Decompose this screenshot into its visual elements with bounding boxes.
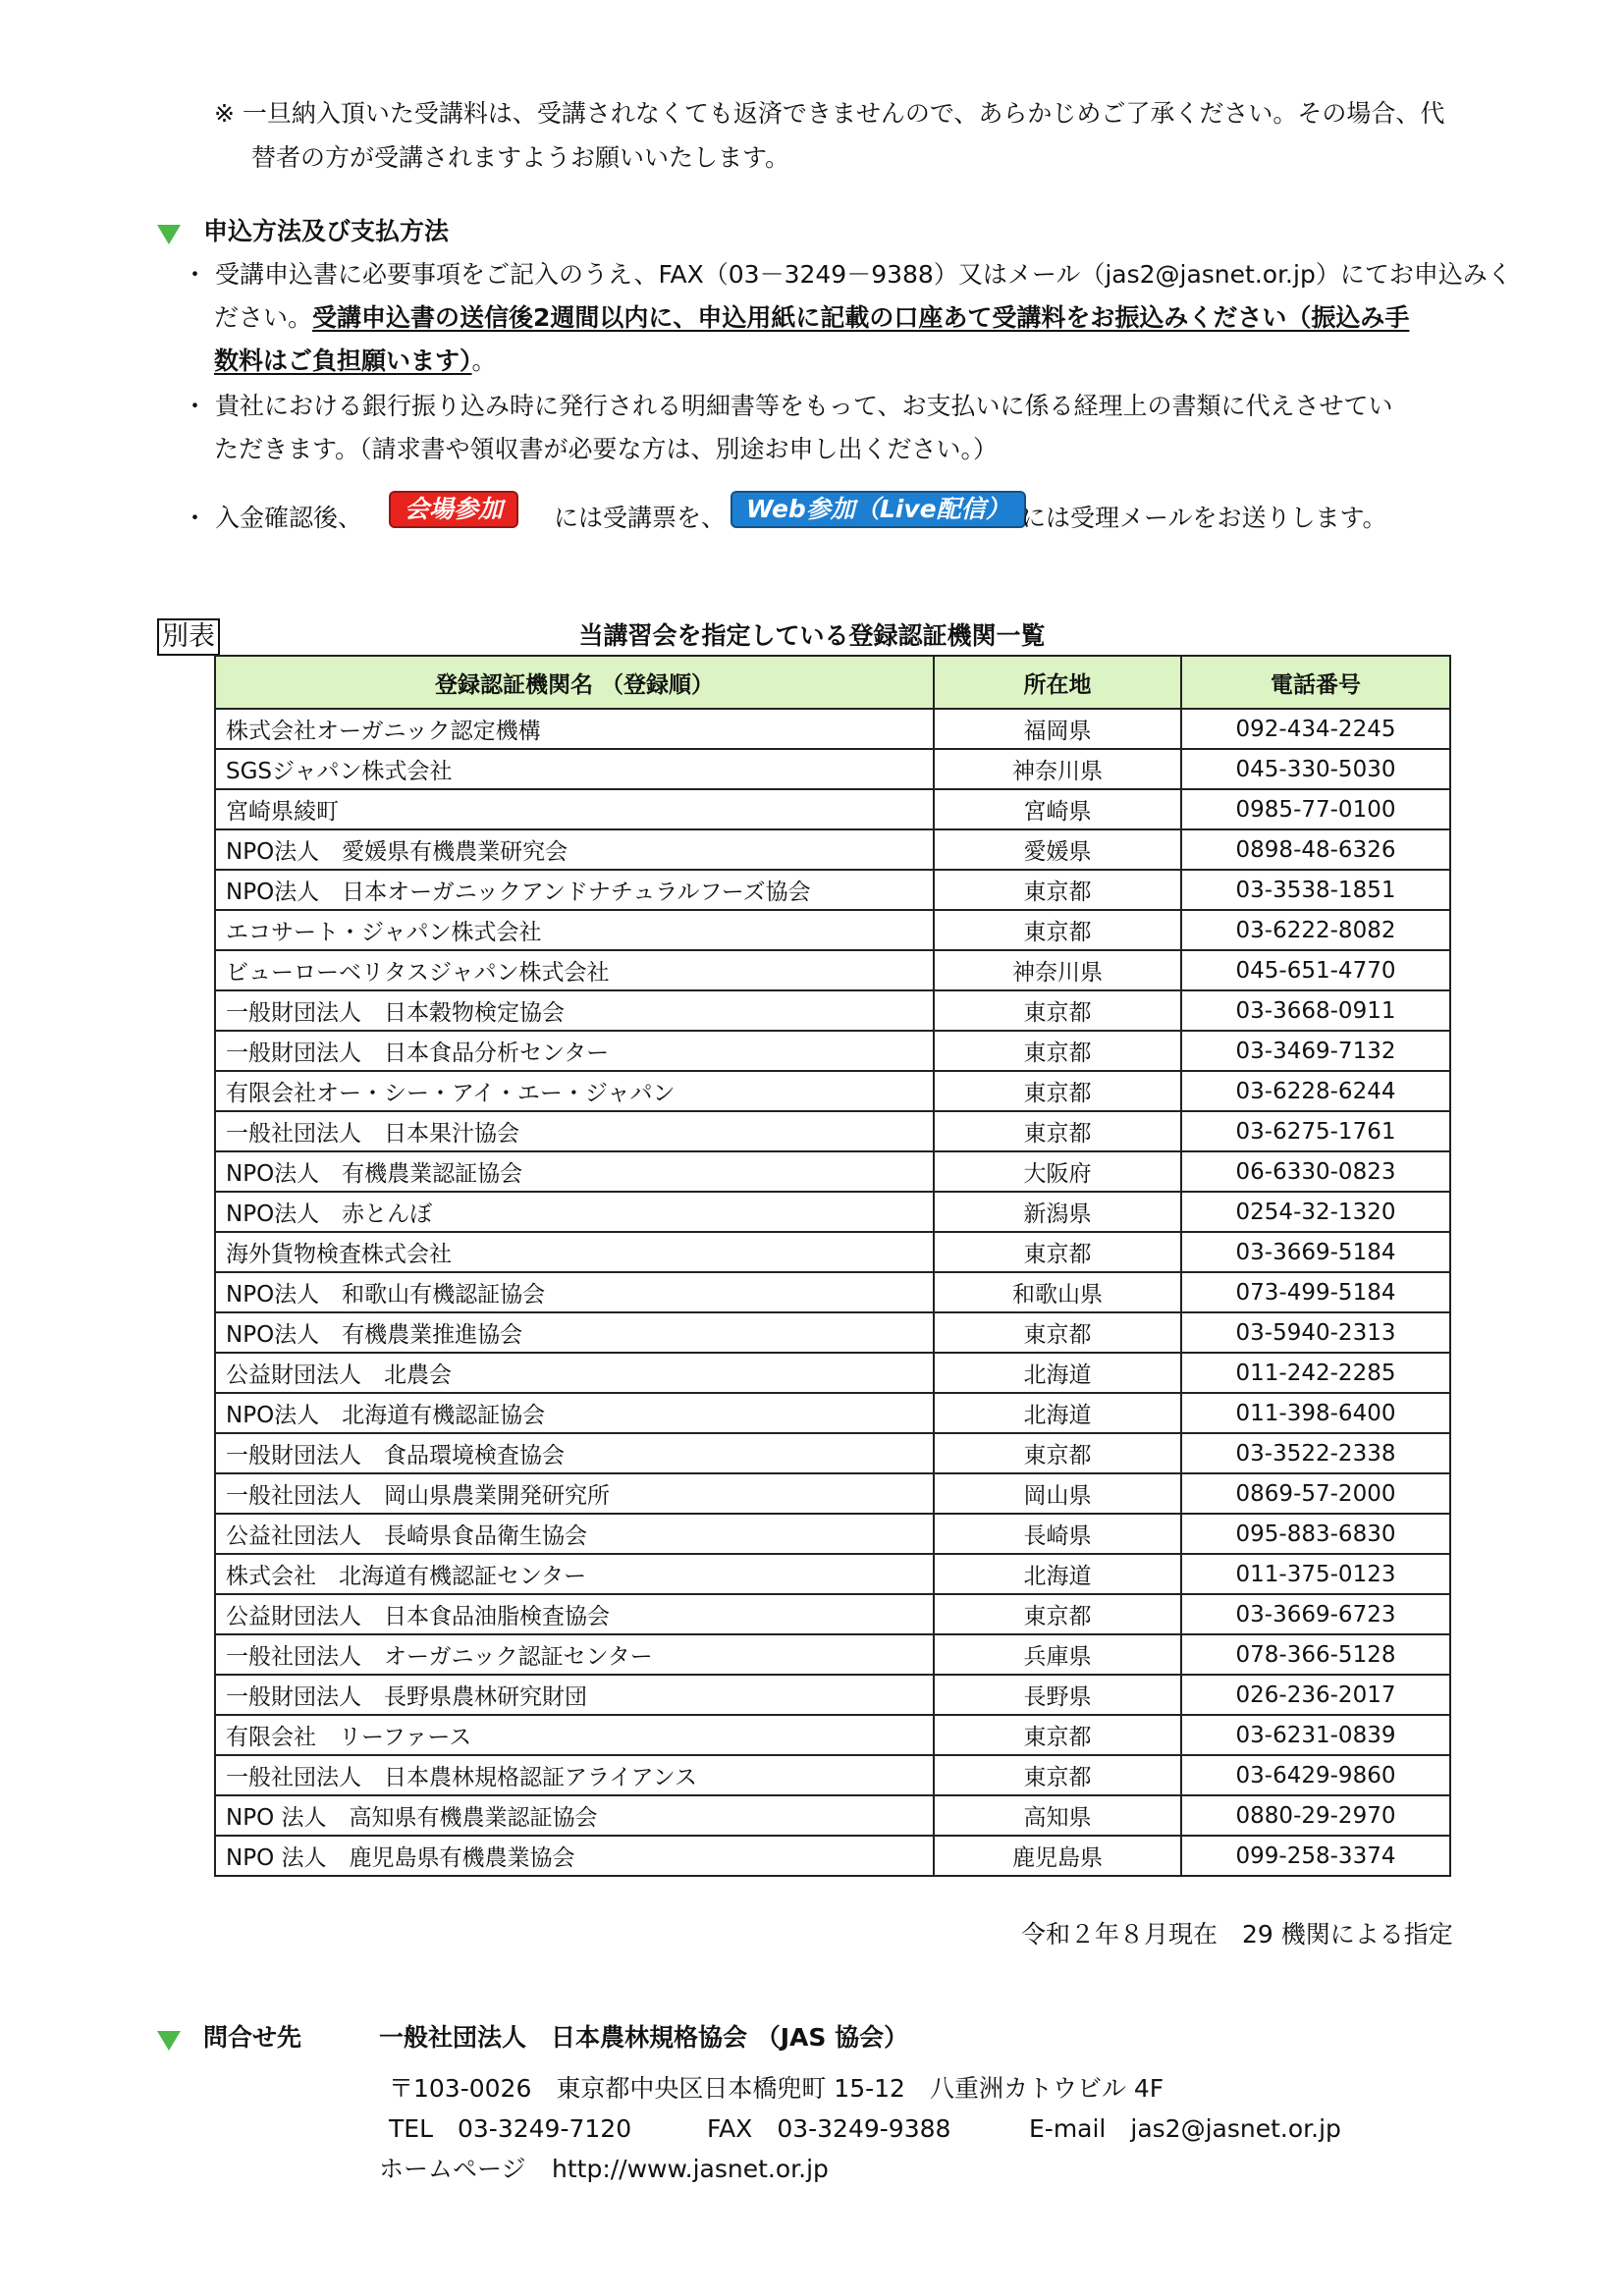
cell-organization-name: 公益財団法人 日本食品油脂検査協会 xyxy=(215,1594,934,1634)
cell-organization-name: 海外貨物検査株式会社 xyxy=(215,1232,934,1272)
cell-location: 東京都 xyxy=(934,1031,1181,1071)
cell-location: 東京都 xyxy=(934,1433,1181,1473)
cell-organization-name: 一般社団法人 日本農林規格認証アライアンス xyxy=(215,1755,934,1795)
table-body xyxy=(215,709,1450,1876)
cell-phone: 03-6222-8082 xyxy=(1181,910,1450,950)
table-row xyxy=(215,789,1450,829)
cell-location: 長崎県 xyxy=(934,1514,1181,1554)
cell-organization-name: 株式会社オーガニック認定機構 xyxy=(215,709,934,749)
cell-phone: 0880-29-2970 xyxy=(1181,1795,1450,1836)
cell-location: 東京都 xyxy=(934,1755,1181,1795)
web-participation-label: Web参加（Live配信） xyxy=(731,491,1026,528)
table-row xyxy=(215,1473,1450,1514)
table-row xyxy=(215,1353,1450,1393)
cell-location: 東京都 xyxy=(934,1312,1181,1353)
cell-phone: 011-242-2285 xyxy=(1181,1353,1450,1393)
cell-organization-name: 一般財団法人 食品環境検査協会 xyxy=(215,1433,934,1473)
table-row xyxy=(215,1192,1450,1232)
cell-organization-name: 一般財団法人 日本食品分析センター xyxy=(215,1031,934,1071)
cell-location: 東京都 xyxy=(934,1715,1181,1755)
certification-bodies-table xyxy=(214,655,1451,1877)
cell-location: 兵庫県 xyxy=(934,1634,1181,1675)
cell-organization-name: NPO法人 有機農業認証協会 xyxy=(215,1151,934,1192)
cell-location: 岡山県 xyxy=(934,1473,1181,1514)
annex-footnote: 令和２年８月現在 29 機関による指定 xyxy=(1021,1920,1453,1949)
payment-deadline-emphasis: 受講申込書の送信後2週間以内に、申込用紙に記載の口座あて受講料をお振込みください（振込み手 xyxy=(312,303,1410,332)
note-line-1: ※ 一旦納入頂いた受講料は、受講されなくても返済できませんので、あらかじめご了承ください。その場合、代 xyxy=(214,99,1445,128)
cell-location: 北海道 xyxy=(934,1393,1181,1433)
contact-tel: TEL 03-3249-7120 xyxy=(389,2114,632,2143)
section-marker-icon xyxy=(157,222,181,250)
cell-location: 福岡県 xyxy=(934,709,1181,749)
homepage-label: ホームページ xyxy=(379,2155,526,2183)
cell-organization-name: NPO法人 赤とんぼ xyxy=(215,1192,934,1232)
web-participation-badge xyxy=(731,491,1026,528)
cell-phone: 011-398-6400 xyxy=(1181,1393,1450,1433)
cell-location: 北海道 xyxy=(934,1353,1181,1393)
cell-location: 東京都 xyxy=(934,910,1181,950)
table-row xyxy=(215,1594,1450,1634)
table-row xyxy=(215,990,1450,1031)
cell-location: 東京都 xyxy=(934,1232,1181,1272)
cell-phone: 03-6429-9860 xyxy=(1181,1755,1450,1795)
table-row xyxy=(215,1151,1450,1192)
column-header-name: 登録認証機関名 （登録順） xyxy=(215,656,934,709)
payment-bullet-1-line-3 xyxy=(214,346,497,377)
cell-location: 神奈川県 xyxy=(934,950,1181,990)
annex-label: 別表 xyxy=(157,618,220,656)
cell-location: 大阪府 xyxy=(934,1151,1181,1192)
cell-organization-name: NPO 法人 高知県有機農業認証協会 xyxy=(215,1795,934,1836)
cell-organization-name: NPO法人 北海道有機認証協会 xyxy=(215,1393,934,1433)
column-header-phone: 電話番号 xyxy=(1181,656,1450,709)
table-row xyxy=(215,1272,1450,1312)
cell-phone: 092-434-2245 xyxy=(1181,709,1450,749)
cell-phone: 045-330-5030 xyxy=(1181,749,1450,789)
table-row xyxy=(215,1675,1450,1715)
cell-location: 北海道 xyxy=(934,1554,1181,1594)
cell-phone: 03-3669-5184 xyxy=(1181,1232,1450,1272)
table-row xyxy=(215,1071,1450,1111)
payment-bullet-2-line-1: ・ 貴社における銀行振り込み時に発行される明細書等をもって、お支払いに係る経理上の書類に代えさせてい xyxy=(183,392,1393,420)
cell-phone: 0869-57-2000 xyxy=(1181,1473,1450,1514)
table-row xyxy=(215,1312,1450,1353)
cell-location: 宮崎県 xyxy=(934,789,1181,829)
cell-phone: 03-6228-6244 xyxy=(1181,1071,1450,1111)
column-header-location: 所在地 xyxy=(934,656,1181,709)
cell-organization-name: 有限会社オー・シー・アイ・エー・ジャパン xyxy=(215,1071,934,1111)
cell-location: 新潟県 xyxy=(934,1192,1181,1232)
cell-phone: 011-375-0123 xyxy=(1181,1554,1450,1594)
cell-organization-name: NPO法人 日本オーガニックアンドナチュラルフーズ協会 xyxy=(215,870,934,910)
table-row xyxy=(215,1795,1450,1836)
cell-location: 長野県 xyxy=(934,1675,1181,1715)
table-row xyxy=(215,950,1450,990)
cell-organization-name: 宮崎県綾町 xyxy=(215,789,934,829)
cell-organization-name: NPO法人 愛媛県有機農業研究会 xyxy=(215,829,934,870)
section-marker-icon xyxy=(157,2028,181,2056)
payment-bullet-3-text-c: には受理メールをお送りします。 xyxy=(1021,504,1387,532)
table-row xyxy=(215,1393,1450,1433)
payment-bullet-1-line-2 xyxy=(214,302,1409,334)
table-row xyxy=(215,1031,1450,1071)
table-row xyxy=(215,910,1450,950)
table-row xyxy=(215,709,1450,749)
table-row xyxy=(215,1634,1450,1675)
table-row xyxy=(215,1715,1450,1755)
cell-organization-name: 一般社団法人 日本果汁協会 xyxy=(215,1111,934,1151)
cell-phone: 045-651-4770 xyxy=(1181,950,1450,990)
table-row xyxy=(215,829,1450,870)
cell-organization-name: NPO法人 和歌山有機認証協会 xyxy=(215,1272,934,1312)
cell-phone: 078-366-5128 xyxy=(1181,1634,1450,1675)
table-row xyxy=(215,1111,1450,1151)
table-row xyxy=(215,870,1450,910)
cell-location: 鹿児島県 xyxy=(934,1836,1181,1876)
table-row xyxy=(215,1554,1450,1594)
cell-location: 高知県 xyxy=(934,1795,1181,1836)
cell-organization-name: 公益財団法人 北農会 xyxy=(215,1353,934,1393)
cell-location: 和歌山県 xyxy=(934,1272,1181,1312)
cell-location: 東京都 xyxy=(934,990,1181,1031)
payment-bullet-3-text-b: には受講票を、 xyxy=(554,504,727,532)
cell-organization-name: エコサート・ジャパン株式会社 xyxy=(215,910,934,950)
table-row xyxy=(215,1232,1450,1272)
cell-organization-name: 一般社団法人 オーガニック認証センター xyxy=(215,1634,934,1675)
cell-phone: 0254-32-1320 xyxy=(1181,1192,1450,1232)
cell-organization-name: 有限会社 リーファース xyxy=(215,1715,934,1755)
cell-phone: 0898-48-6326 xyxy=(1181,829,1450,870)
cell-organization-name: 公益社団法人 長崎県食品衛生協会 xyxy=(215,1514,934,1554)
homepage-link[interactable]: http://www.jasnet.or.jp xyxy=(552,2155,829,2183)
table-row xyxy=(215,1433,1450,1473)
cell-location: 東京都 xyxy=(934,870,1181,910)
cell-organization-name: ビューローベリタスジャパン株式会社 xyxy=(215,950,934,990)
contact-email[interactable]: E-mail jas2@jasnet.or.jp xyxy=(1029,2114,1341,2143)
payment-heading: 申込方法及び支払方法 xyxy=(203,217,450,245)
payment-bullet-2-line-2: ただきます。（請求書や領収書が必要な方は、別途お申し出ください。） xyxy=(214,435,999,463)
cell-organization-name: NPO法人 有機農業推進協会 xyxy=(215,1312,934,1353)
contact-heading: 問合せ先 xyxy=(203,2023,302,2052)
cell-phone: 03-6275-1761 xyxy=(1181,1111,1450,1151)
cell-phone: 03-3668-0911 xyxy=(1181,990,1450,1031)
cell-organization-name: 一般財団法人 日本穀物検定協会 xyxy=(215,990,934,1031)
venue-participation-badge xyxy=(389,491,518,528)
contact-organization: 一般社団法人 日本農林規格協会 （JAS 協会） xyxy=(379,2023,909,2052)
payment-bullet-3-text-a: ・ 入金確認後、 xyxy=(183,504,362,532)
cell-phone: 0985-77-0100 xyxy=(1181,789,1450,829)
cell-location: 東京都 xyxy=(934,1071,1181,1111)
cell-organization-name: 一般財団法人 長野県農林研究財団 xyxy=(215,1675,934,1715)
cell-location: 東京都 xyxy=(934,1111,1181,1151)
table-row xyxy=(215,1514,1450,1554)
cell-phone: 03-3469-7132 xyxy=(1181,1031,1450,1071)
payment-fee-emphasis: 数料はご負担願います） xyxy=(214,347,472,375)
cell-organization-name: SGSジャパン株式会社 xyxy=(215,749,934,789)
cell-location: 愛媛県 xyxy=(934,829,1181,870)
payment-bullet-1-end: 。 xyxy=(471,347,497,375)
payment-bullet-1-line-1: ・ 受講申込書に必要事項をご記入のうえ、FAX（03－3249－9388）又はメール（jas2@jasnet.or.jp）にてお申込みく xyxy=(183,260,1512,289)
cell-organization-name: NPO 法人 鹿児島県有機農業協会 xyxy=(215,1836,934,1876)
cell-location: 神奈川県 xyxy=(934,749,1181,789)
table-row xyxy=(215,1755,1450,1795)
cell-phone: 095-883-6830 xyxy=(1181,1514,1450,1554)
cell-organization-name: 一般社団法人 岡山県農業開発研究所 xyxy=(215,1473,934,1514)
cell-phone: 099-258-3374 xyxy=(1181,1836,1450,1876)
note-line-2: 替者の方が受講されますようお願いいたします。 xyxy=(251,143,790,172)
cell-location: 東京都 xyxy=(934,1594,1181,1634)
table-row xyxy=(215,1836,1450,1876)
cell-phone: 073-499-5184 xyxy=(1181,1272,1450,1312)
payment-bullet-1-text: ださい。 xyxy=(214,303,313,332)
cell-phone: 03-5940-2313 xyxy=(1181,1312,1450,1353)
cell-phone: 026-236-2017 xyxy=(1181,1675,1450,1715)
cell-organization-name: 株式会社 北海道有機認証センター xyxy=(215,1554,934,1594)
table-header-row xyxy=(215,656,1450,709)
cell-phone: 03-3538-1851 xyxy=(1181,870,1450,910)
cell-phone: 03-6231-0839 xyxy=(1181,1715,1450,1755)
cell-phone: 03-3669-6723 xyxy=(1181,1594,1450,1634)
cell-phone: 06-6330-0823 xyxy=(1181,1151,1450,1192)
table-row xyxy=(215,749,1450,789)
cell-phone: 03-3522-2338 xyxy=(1181,1433,1450,1473)
annex-title: 当講習会を指定している登録認証機関一覧 xyxy=(578,621,1046,650)
venue-participation-label: 会場参加 xyxy=(389,491,518,528)
contact-address: 〒103-0026 東京都中央区日本橋兜町 15-12 八重洲カトウビル 4F xyxy=(389,2074,1164,2103)
contact-fax: FAX 03-3249-9388 xyxy=(707,2114,951,2143)
